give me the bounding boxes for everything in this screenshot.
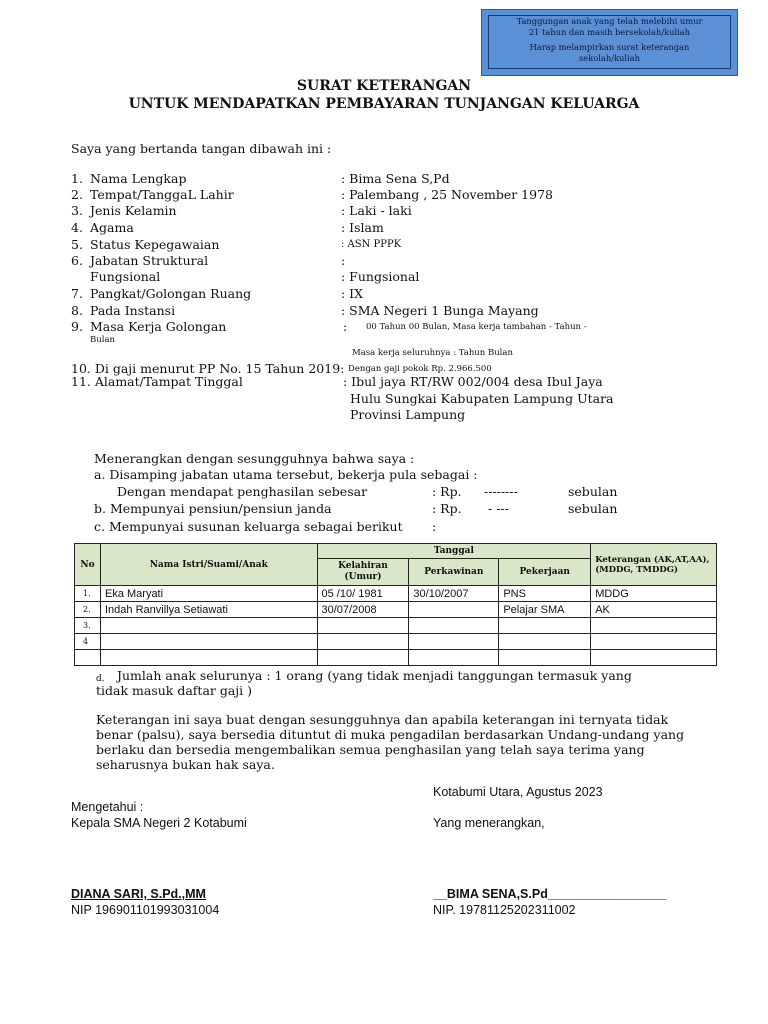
item-b-amount: - --- [488,501,509,516]
item-a-unit: sebulan [568,484,618,499]
row-kelahiran [317,634,409,650]
row-perkawinan [409,650,499,666]
row-pekerjaan: Pelajar SMA [499,602,591,618]
field-label: Tempat/TanggaL Lahir [90,187,234,202]
alamat-line-3: Provinsi Lampung [350,407,466,422]
field-num: 8. [71,303,83,318]
field-label: Nama Lengkap [90,171,187,186]
gaji-label: 10. Di gaji menurut PP No. 15 Tahun 2019: [71,361,345,376]
mengetahui-label: Mengetahui : [71,800,144,814]
header-no: No [75,544,101,586]
header-tanggal: Tanggal [317,544,591,559]
family-table [74,543,717,666]
item-c-colon: : [432,519,437,534]
field-value: : [343,319,348,334]
row-pekerjaan: PNS [499,586,591,602]
row-kelahiran [317,618,409,634]
field-num: 3. [71,203,83,218]
statement-line-2: benar (palsu), saya bersedia dituntut di muka pengadilan berdasarkan Undang-undang yang [96,727,685,742]
masa-kerja-total: Masa kerja seluruhnya : Tahun Bulan [352,348,513,358]
signer-left-name: DIANA SARI, S.Pd.,MM [71,887,206,901]
field-value: : Bima Sena S,Pd [341,171,450,186]
field-num: 9. [71,319,83,334]
table-row [75,602,717,618]
header-keterangan: Keterangan (AK,AT,AA), (MDDG, TMDDG) [591,544,717,586]
intro-text: Saya yang bertanda tangan dibawah ini : [71,141,332,156]
note-line-3: Harap melampirkan surat keterangan [529,42,690,52]
field-num: 7. [71,286,83,301]
field-num: 1. [71,171,83,186]
row-perkawinan [409,602,499,618]
table-row [75,634,717,650]
yang-menerangkan-label: Yang menerangkan, [433,816,545,830]
row-no [75,650,101,666]
field-label: Agama [90,220,134,235]
item-b-rp: : Rp. [432,501,462,516]
table-row [75,650,717,666]
row-no: 4 [75,634,101,650]
statement-line-1: Keterangan ini saya buat dengan sesungguhnya dan apabila keterangan ini ternyata tidak [96,712,669,727]
row-pekerjaan [499,650,591,666]
field-value: : IX [341,286,364,301]
item-d-cont: tidak masuk daftar gaji ) [96,683,253,698]
row-no: 3. [75,618,101,634]
field-value: : Islam [341,220,384,235]
row-keterangan [591,618,717,634]
alamat-label: 11. Alamat/Tampat Tinggal [71,374,243,389]
note-box [488,15,731,69]
note-line-4: sekolah/kuliah [579,53,640,63]
row-keterangan [591,650,717,666]
row-perkawinan [409,618,499,634]
field-num: 5. [71,237,83,252]
signer-right-name: __BIMA SENA,S.Pd_________________ [433,887,667,901]
item-a: a. Disamping jabatan utama tersebut, bekerja pula sebagai : [94,467,478,482]
item-b: b. Mempunyai pensiun/pensiun janda [94,501,332,516]
row-nama: Eka Maryati [100,586,317,602]
gaji-value: Dengan gaji pokok Rp. 2.966.500 [348,364,492,374]
row-no: 2. [75,602,101,618]
field-value: : SMA Negeri 1 Bunga Mayang [341,303,539,318]
field-label: Jenis Kelamin [90,203,177,218]
row-keterangan: MDDG [591,586,717,602]
item-a-amount: -------- [484,484,518,499]
header-pekerjaan: Pekerjaan [499,559,591,586]
row-nama [100,634,317,650]
field-label: Masa Kerja Golongan [90,319,227,334]
item-a-income-label: Dengan mendapat penghasilan sebesar [117,484,368,499]
field-value: : Palembang , 25 November 1978 [341,187,553,202]
row-nama [100,650,317,666]
kepala-label: Kepala SMA Negeri 2 Kotabumi [71,816,247,830]
field-num: 4. [71,220,83,235]
item-d: Jumlah anak selurunya : 1 orang (yang tidak menjadi tanggungan termasuk yang [117,668,632,683]
title-main: SURAT KETERANGAN [296,78,472,94]
statement-line-4: seharusnya bukan hak saya. [96,757,275,772]
row-pekerjaan [499,618,591,634]
alamat-line-2: Hulu Sungkai Kabupaten Lampung Utara [350,391,614,406]
table-row [75,618,717,634]
header-perkawinan: Perkawinan [409,559,499,586]
place-date: Kotabumi Utara, Agustus 2023 [433,785,603,799]
signer-right-nip: NIP. 19781125202311002 [433,903,576,917]
menerangkan-text: Menerangkan dengan sesungguhnya bahwa saya : [94,451,415,466]
item-d-letter: d. [96,674,105,684]
field-label: Status Kepegawaian [90,237,220,252]
signer-left-nip: NIP 196901101993031004 [71,903,220,917]
row-keterangan: AK [591,602,717,618]
field-value: : ASN PPPK [341,239,402,250]
field-num: 2. [71,187,83,202]
row-no: 1. [75,586,101,602]
field-label: Fungsional [90,269,161,284]
row-perkawinan: 30/10/2007 [409,586,499,602]
field-value: : Fungsional [341,269,420,284]
row-nama [100,618,317,634]
field-value: : Laki - laki [341,203,412,218]
row-kelahiran [317,650,409,666]
field-label: Pangkat/Golongan Ruang [90,286,252,301]
header-nama: Nama Istri/Suami/Anak [100,544,317,586]
header-kelahiran: Kelahiran (Umur) [317,559,409,586]
note-line-1: Tanggungan anak yang telah melebihi umur [516,16,703,26]
row-perkawinan [409,634,499,650]
row-nama: Indah Ranvillya Setiawati [100,602,317,618]
statement-line-3: berlaku dan bersedia mengembalikan semua penghasilan yang telah saya terima yang [96,742,645,757]
item-a-rp: : Rp. [432,484,462,499]
field-label: Jabatan Struktural [90,253,209,268]
table-row [75,586,717,602]
field-label: Pada Instansi [90,303,176,318]
item-b-unit: sebulan [568,501,618,516]
alamat-line-1: : Ibul jaya RT/RW 002/004 desa Ibul Jaya [343,374,603,389]
note-line-2: 21 tahun dan masih bersekolah/kuliah [528,27,691,37]
title-sub: UNTUK MENDAPATKAN PEMBAYARAN TUNJANGAN KELUARGA [128,96,640,112]
row-kelahiran: 30/07/2008 [317,602,409,618]
item-c: c. Mempunyai susunan keluarga sebagai berikut [94,519,403,534]
row-kelahiran: 05 /10/ 1981 [317,586,409,602]
row-keterangan [591,634,717,650]
masa-kerja-bulan: Bulan [90,335,115,345]
field-num: 6. [71,253,83,268]
field-value: : [341,253,346,268]
masa-kerja-line: 00 Tahun 00 Bulan, Masa kerja tambahan - Tahun - [366,322,587,332]
row-pekerjaan [499,634,591,650]
